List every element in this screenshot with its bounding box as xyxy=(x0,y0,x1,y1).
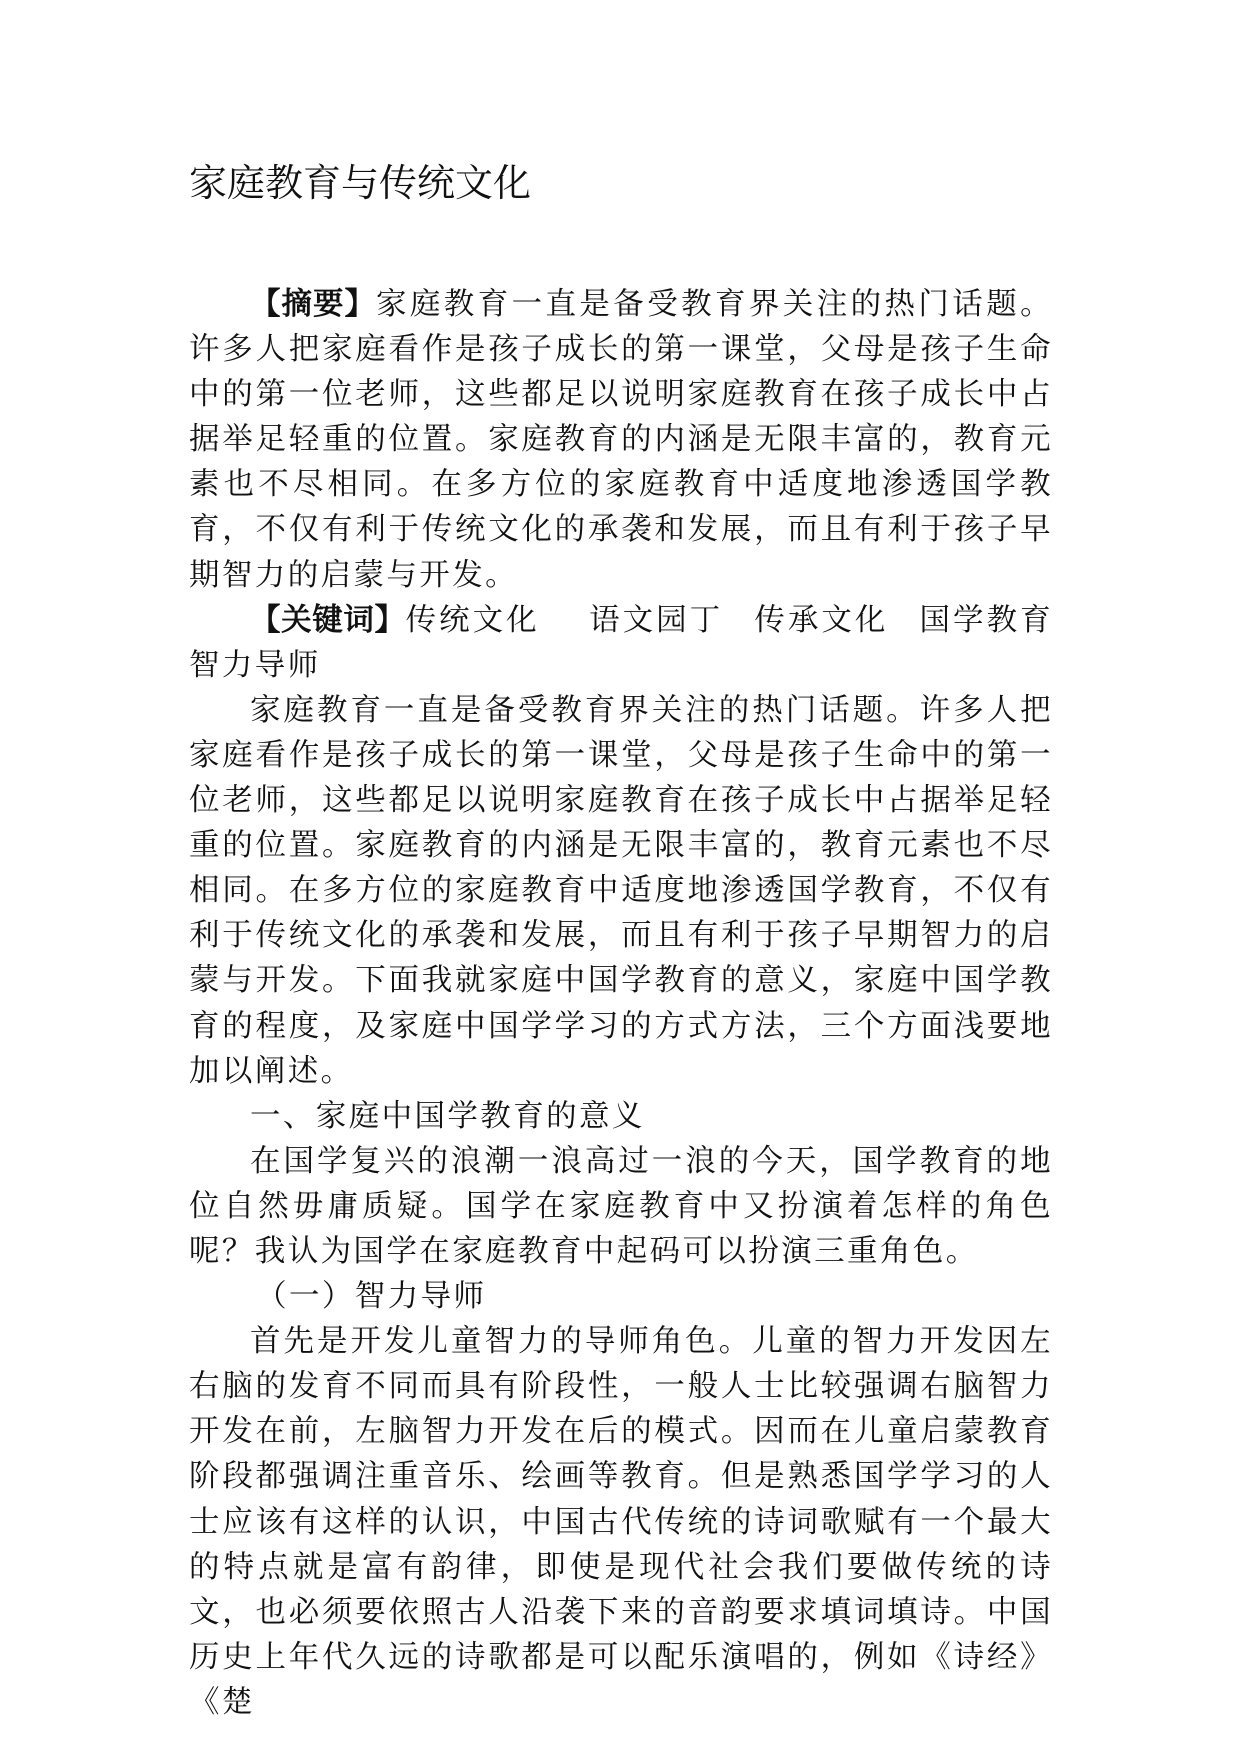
keyword-item: 国学教育 xyxy=(918,602,1053,638)
abstract-text: 家庭教育一直是备受教育界关注的热门话题。许多人把家庭看作是孩子成长的第一课堂，父母是孩子生命中的第一位老师，这些都足以说明家庭教育在孩子成长中占据举足轻重的位置。家庭教育的内涵是无限丰富的，教育元素也不尽相同。在多方位的家庭教育中适度地渗透国学教育，不仅有利于传统文化的承袭和发展，而且有利于孩子早期智力的启蒙与开发。 xyxy=(189,287,1053,593)
document-body xyxy=(189,282,1053,1725)
keywords-paragraph xyxy=(189,598,1053,688)
subsection-paragraph: 首先是开发儿童智力的导师角色。儿童的智力开发因左右脑的发育不同而具有阶段性，一般人士比较强调右脑智力开发在前，左脑智力开发在后的模式。因而在儿童启蒙教育阶段都强调注重音乐、绘画等教育。但是熟悉国学学习的人士应该有这样的认识，中国古代传统的诗词歌赋有一个最大的特点就是富有韵律，即使是现代社会我们要做传统的诗文，也必须要依照古人沿袭下来的音韵要求填词填诗。中国历史上年代久远的诗歌都是可以配乐演唱的，例如《诗经》《楚 xyxy=(189,1324,1053,1720)
keyword-item: 传统文化 xyxy=(405,602,540,638)
document-title: 家庭教育与传统文化 xyxy=(189,161,532,205)
abstract-paragraph xyxy=(189,282,1053,598)
keyword-item: 传承文化 xyxy=(753,602,889,638)
section-paragraph: 在国学复兴的浪潮一浪高过一浪的今天，国学教育的地位自然毋庸质疑。国学在家庭教育中又扮演着怎样的角色呢？我认为国学在家庭教育中起码可以扮演三重角色。 xyxy=(189,1143,1053,1269)
abstract-label: 【摘要】 xyxy=(250,286,376,322)
keywords-label: 【关键词】 xyxy=(250,601,406,638)
intro-paragraph: 家庭教育一直是备受教育界关注的热门话题。许多人把家庭看作是孩子成长的第一课堂，父母是孩子生命中的第一位老师，这些都足以说明家庭教育在孩子成长中占据举足轻重的位置。家庭教育的内涵是无限丰富的，教育元素也不尽相同。在多方位的家庭教育中适度地渗透国学教育，不仅有利于传统文化的承袭和发展，而且有利于孩子早期智力的启蒙与开发。下面我就家庭中国学教育的意义，家庭中国学教育的程度，及家庭中国学学习的方式方法，三个方面浅要地加以阐述。 xyxy=(189,692,1053,1089)
subsection-heading: （一）智力导师 xyxy=(256,1279,487,1315)
keyword-item: 语文园丁 xyxy=(588,602,724,638)
keyword-item: 智力导师 xyxy=(189,647,321,683)
section-heading: 一、家庭中国学教育的意义 xyxy=(250,1098,645,1134)
